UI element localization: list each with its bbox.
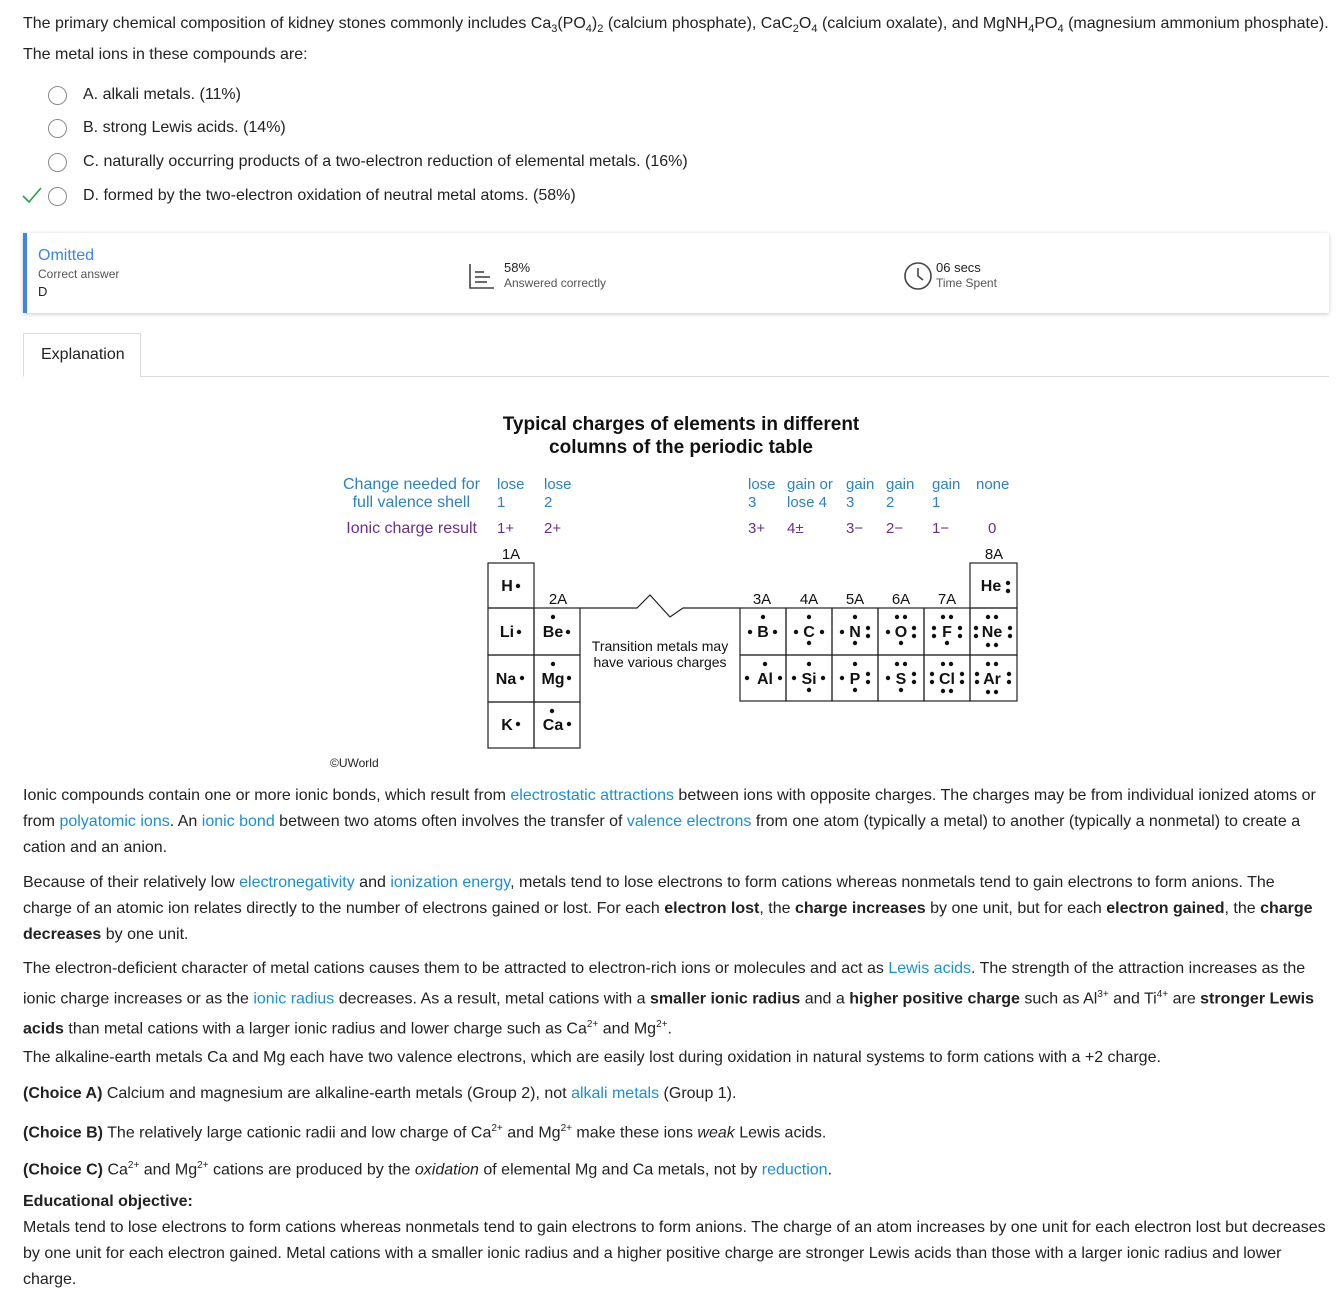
element-ca: Ca bbox=[542, 717, 564, 734]
element-he: He bbox=[980, 578, 1002, 595]
change-2a-l2: 2 bbox=[544, 494, 553, 511]
change-3a-l1: lose bbox=[748, 476, 776, 493]
transition-note-line-1: Transition metals may bbox=[591, 638, 729, 654]
element-li: Li bbox=[499, 624, 515, 641]
choice-d[interactable] bbox=[48, 183, 576, 209]
choice-c-explanation: (Choice C) $Ca^{2+}$ and $Mg^{2+}$ cations are produced by the oxidation of elemental Mg and Ca metals, not by reduction. bbox=[23, 1160, 833, 1179]
change-6a-l1: gain bbox=[886, 476, 915, 493]
element-p: P bbox=[849, 671, 861, 688]
link-ionic-radius[interactable]: ionic radius bbox=[253, 990, 335, 1008]
group-3a: 3A bbox=[752, 591, 772, 608]
charge-6a: 2− bbox=[886, 520, 904, 537]
change-1a-l1: lose bbox=[497, 476, 525, 493]
choice-a-explanation: (Choice A) Calcium and magnesium are alkaline-earth metals (Group 2), not alkali metals (Group 1). bbox=[23, 1085, 737, 1102]
group-8a: 8A bbox=[984, 546, 1004, 563]
tab-divider bbox=[140, 376, 1329, 377]
radio-icon[interactable] bbox=[48, 119, 67, 138]
change-7a-l1: gain bbox=[932, 476, 961, 493]
transition-break-line bbox=[580, 595, 740, 617]
question-line-1: The primary chemical composition of kidney stones commonly includes $Ca_3(PO_4)_2$ (calcium phosphate), $CaC_2O_4$ (calcium oxalate), and $MgNH_4PO_4$ (magnesium ammonium phosphate). bbox=[23, 15, 1329, 36]
radio-icon[interactable] bbox=[48, 187, 67, 206]
charge-7a: 1− bbox=[932, 520, 950, 537]
choice-b-explanation: (Choice B) The relatively large cationic radii and low charge of $Ca^{2+}$ and $Mg^{2+}$ make these ions weak Lewis acids. bbox=[23, 1123, 827, 1142]
link-electrostatic-attractions[interactable]: electrostatic attractions bbox=[510, 787, 674, 804]
element-o: O bbox=[894, 624, 908, 641]
change-4a-l1: gain or bbox=[787, 476, 833, 493]
stats-card bbox=[23, 233, 1329, 313]
element-mg: Mg bbox=[541, 671, 565, 688]
question-stem bbox=[23, 11, 1333, 68]
charge-4a: 4± bbox=[787, 520, 804, 537]
element-ar: Ar bbox=[983, 671, 1001, 688]
link-lewis-acids[interactable]: Lewis acids bbox=[888, 960, 972, 977]
choice-label: C. naturally occurring products of a two-electron reduction of elemental metals. (16%) bbox=[83, 153, 688, 170]
change-3a-l2: 3 bbox=[748, 494, 757, 511]
charge-5a: 3− bbox=[846, 520, 864, 537]
charge-1a: 1+ bbox=[497, 520, 515, 537]
choice-b[interactable] bbox=[48, 115, 286, 141]
correct-answer-label: Correct answer bbox=[38, 267, 120, 281]
change-7a-l2: 1 bbox=[932, 494, 941, 511]
time-spent-value: 06 secs bbox=[936, 260, 981, 275]
element-h: H bbox=[501, 578, 513, 595]
element-c: C bbox=[803, 624, 815, 641]
change-5a-l2: 3 bbox=[846, 494, 855, 511]
question-line-2: The metal ions in these compounds are: bbox=[23, 46, 308, 64]
periodic-charges-figure bbox=[320, 405, 1040, 775]
element-al: Al bbox=[757, 671, 773, 688]
choice-a[interactable] bbox=[48, 82, 241, 108]
change-4a-l2: lose 4 bbox=[787, 494, 828, 511]
change-8a-l1: none bbox=[976, 476, 1010, 493]
clock-icon bbox=[903, 261, 933, 291]
percent-correct-label: Answered correctly bbox=[504, 276, 607, 290]
educational-objective-title: Educational objective: bbox=[23, 1193, 193, 1210]
group-6a: 6A bbox=[891, 591, 911, 608]
change-label-line-1: Change needed for bbox=[343, 476, 480, 493]
tab-explanation-label: Explanation bbox=[41, 346, 125, 363]
percent-correct-value: 58% bbox=[504, 260, 531, 275]
copyright-label: ©UWorld bbox=[330, 756, 379, 770]
choice-label: B. strong Lewis acids. (14%) bbox=[83, 119, 286, 136]
element-si: Si bbox=[801, 671, 817, 688]
explanation-paragraph-2: Because of their relatively low electronegativity and ionization energy, metals tend to lose electrons to form cations whereas nonmetals tend to gain electrons to form anions. The charge of an atomic ion relates directly to the number of electrons gained or lost. For each electron lost, the charge increases by one unit, but for each electron gained, the charge decreases by one unit. bbox=[23, 874, 1313, 943]
link-ionization-energy[interactable]: ionization energy bbox=[390, 874, 511, 891]
element-s: S bbox=[895, 671, 907, 688]
group-4a: 4A bbox=[799, 591, 819, 608]
group-2a: 2A bbox=[548, 591, 568, 608]
transition-note-line-2: have various charges bbox=[593, 654, 727, 670]
link-reduction[interactable]: reduction bbox=[761, 1161, 828, 1179]
element-cl: Cl bbox=[939, 671, 955, 688]
explanation-paragraph-1: Ionic compounds contain one or more ionic bonds, which result from electrostatic attractions between ions with opposite charges. The charges may be from individual ionized atoms or from polyatomic ions. An ionic bond between two atoms often involves the transfer of valence electrons from one atom (typically a metal) to another (typically a nonmetal) to create a cation and an anion. bbox=[23, 787, 1316, 856]
figure-title-line-2: columns of the periodic table bbox=[549, 437, 813, 458]
choice-c[interactable] bbox=[48, 149, 688, 175]
element-be: Be bbox=[542, 624, 564, 641]
group-1a: 1A bbox=[501, 546, 521, 563]
change-6a-l2: 2 bbox=[886, 494, 895, 511]
figure-title-line-1: Typical charges of elements in different bbox=[502, 414, 860, 435]
charge-label: Ionic charge result bbox=[346, 520, 477, 537]
change-2a-l1: lose bbox=[544, 476, 572, 493]
link-ionic-bond[interactable]: ionic bond bbox=[201, 813, 275, 830]
link-alkali-metals[interactable]: alkali metals bbox=[571, 1085, 660, 1102]
element-n: N bbox=[849, 624, 861, 641]
element-na: Na bbox=[495, 671, 517, 688]
choice-label: A. alkali metals. (11%) bbox=[83, 86, 241, 103]
status-omitted: Omitted bbox=[38, 247, 95, 264]
element-ne: Ne bbox=[981, 624, 1003, 641]
tab-explanation[interactable] bbox=[23, 333, 141, 377]
element-b: B bbox=[757, 624, 769, 641]
link-valence-electrons[interactable]: valence electrons bbox=[626, 813, 752, 830]
charge-3a: 3+ bbox=[748, 520, 766, 537]
element-f: F bbox=[942, 624, 952, 641]
radio-icon[interactable] bbox=[48, 86, 67, 105]
group-7a: 7A bbox=[937, 591, 957, 608]
bar-chart-icon bbox=[468, 262, 496, 290]
charge-2a: 2+ bbox=[544, 520, 562, 537]
link-electronegativity[interactable]: electronegativity bbox=[239, 874, 355, 891]
charge-8a: 0 bbox=[988, 520, 997, 537]
element-k: K bbox=[501, 717, 513, 734]
educational-objective-text: Metals tend to lose electrons to form cations whereas nonmetals tend to gain electrons to form anions. The charge of an atom increases by one unit for each electron lost but decreases by one unit for each electron gained. Metal cations with a smaller ionic radius and a higher positive charge are stronger Lewis acids than those with a larger ionic radius and lower charge. bbox=[23, 1219, 1326, 1288]
change-label-line-2: full valence shell bbox=[352, 494, 470, 511]
correct-check-icon bbox=[21, 184, 43, 206]
time-spent-label: Time Spent bbox=[936, 276, 997, 290]
correct-answer-value: D bbox=[38, 284, 48, 299]
choice-label: D. formed by the two-electron oxidation of neutral metal atoms. (58%) bbox=[83, 187, 576, 204]
explanation-paragraph-3: The electron-deficient character of metal cations causes them to be attracted to electron-rich ions or molecules and act as Lewis acids. The strength of the attraction increases as the ionic charge increases or as the ionic radius decreases. As a result, metal cations with a smaller ionic radius and a higher positive charge such as $Al^{3+}$ and $Ti^{4+}$ are stronger Lewis acids than metal cations with a larger ionic radius and lower charge such as $Ca^{2+}$ and $Mg^{2+}$. bbox=[23, 960, 1314, 1038]
change-5a-l1: gain bbox=[846, 476, 875, 493]
group-5a: 5A bbox=[845, 591, 865, 608]
radio-icon[interactable] bbox=[48, 153, 67, 172]
explanation-paragraph-4: The alkaline-earth metals Ca and Mg each have two valence electrons, which are easily lost during oxidation in natural systems to form cations with a +2 charge. bbox=[23, 1049, 1161, 1066]
link-polyatomic-ions[interactable]: polyatomic ions bbox=[59, 813, 170, 830]
change-1a-l2: 1 bbox=[497, 494, 506, 511]
